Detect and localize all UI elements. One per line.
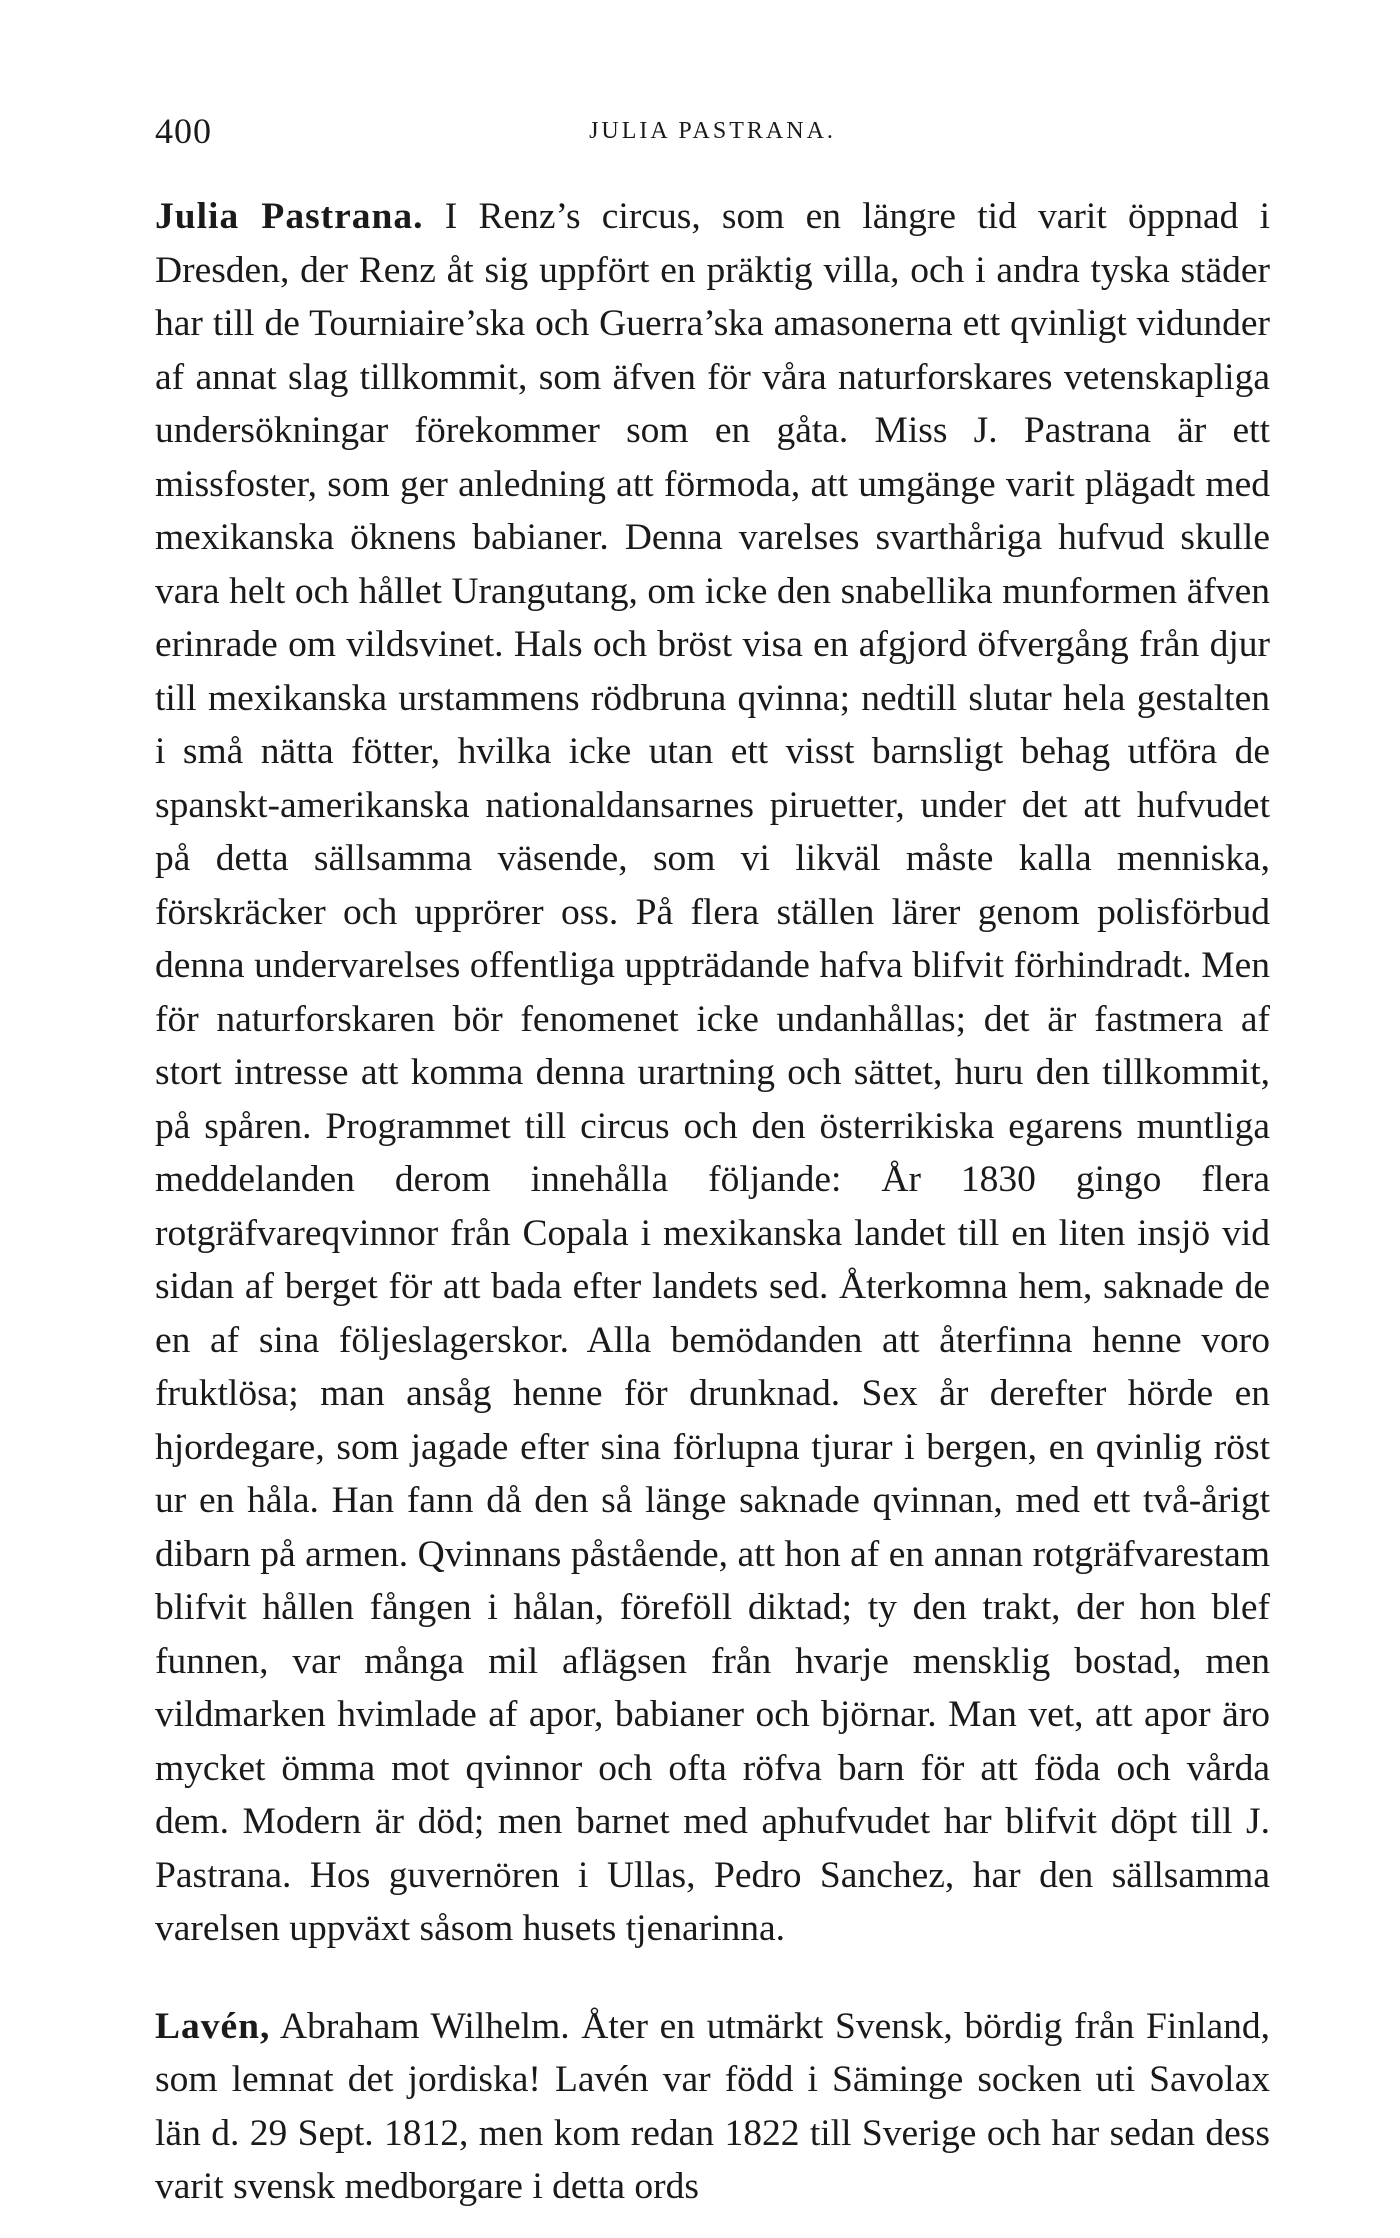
entry-text: Abraham Wilhelm. Åter en utmärkt Svensk, bördig från Finland, som lemnat det jordiska! Lavén var född i Säminge socken uti Savolax län d. 29 Sept. 1812, men kom redan 1822 till Sverige och har sedan dess varit svensk medborgare i detta ords bbox=[155, 2005, 1271, 2207]
document-page bbox=[155, 110, 1270, 2214]
running-head: JULIA PASTRANA. bbox=[589, 118, 836, 144]
entry-text: I Renz’s circus, som en längre tid varit öppnad i Dresden, der Renz åt sig uppfört en präktig villa, och i andra tyska städer har till de Tourniaire’ska och Guerra’ska amasonerna ett qvinligt vidunder af annat slag tillkommit, som äfven för våra naturforskares vetenskapliga undersökningar förekommer som en gåta. Miss J. Pastrana är ett missfoster, som ger anledning att förmoda, att umgänge varit plägadt med mexikanska öknens babianer. Denna varelses svarthåriga hufvud skulle vara helt och hållet Urangutang, om icke den snabellika munformen äfven erinrade om vildsvinet. Hals och bröst visa en afgjord öfvergång från djur till mexikanska urstammens rödbruna qvinna; nedtill slutar hela gestalten i små nätta fötter, hvilka icke utan ett visst barnsligt behag utföra de spanskt-amerikanska nationaldansarnes piruetter, under det att hufvudet på detta sällsamma väsende, som vi likväl måste kalla menniska, förskräcker och upprörer oss. På flera ställen lärer genom polisförbud denna undervarelses offentliga uppträdande hafva blifvit förhindradt. Men för naturforskaren bör fenomenet icke undanhållas; det är fastmera af stort intresse att komma denna urartning och sättet, huru den tillkommit, på spåren. Programmet till circus och den österrikiska egarens muntliga meddelanden derom innehålla följande: År 1830 gingo flera rotgräfvareqvinnor från Copala i mexikanska landet till en liten insjö vid sidan af berget för att bada efter landets sed. Återkomna hem, saknade de en af sina följeslagerskor. Alla bemödanden att återfinna henne voro fruktlösa; man ansåg henne för drunknad. Sex år derefter hörde en hjordegare, som jagade efter sina förlupna tjurar i bergen, en qvinlig röst ur en håla. Han fann då den så länge saknade qvinnan, med ett två-årigt dibarn på armen. Qvinnans påstående, att hon af en annan rotgräfvarestam blifvit hållen fången i hålan, föreföll diktad; ty den trakt, der hon blef funnen, var många mil aflägsen från hvarje mensklig bostad, men vildmarken hvimlade af apor, babianer och björnar. Man vet, att apor äro mycket ömma mot qvinnor och ofta röfva barn för att föda och vårda dem. Modern är död; men barnet med aphufvudet har blifvit döpt till J. Pastrana. Hos guvernören i Ullas, Pedro Sanchez, har den sällsamma varelsen uppväxt såsom husets tjenarinna. bbox=[155, 196, 1271, 1949]
page-number: 400 bbox=[155, 111, 212, 151]
entry-julia-pastrana bbox=[155, 190, 1270, 1956]
headword: Julia Pastrana. bbox=[155, 196, 424, 237]
headword: Lavén, bbox=[155, 2005, 271, 2047]
page-header bbox=[155, 110, 1270, 160]
entry-laven bbox=[155, 2000, 1270, 2214]
